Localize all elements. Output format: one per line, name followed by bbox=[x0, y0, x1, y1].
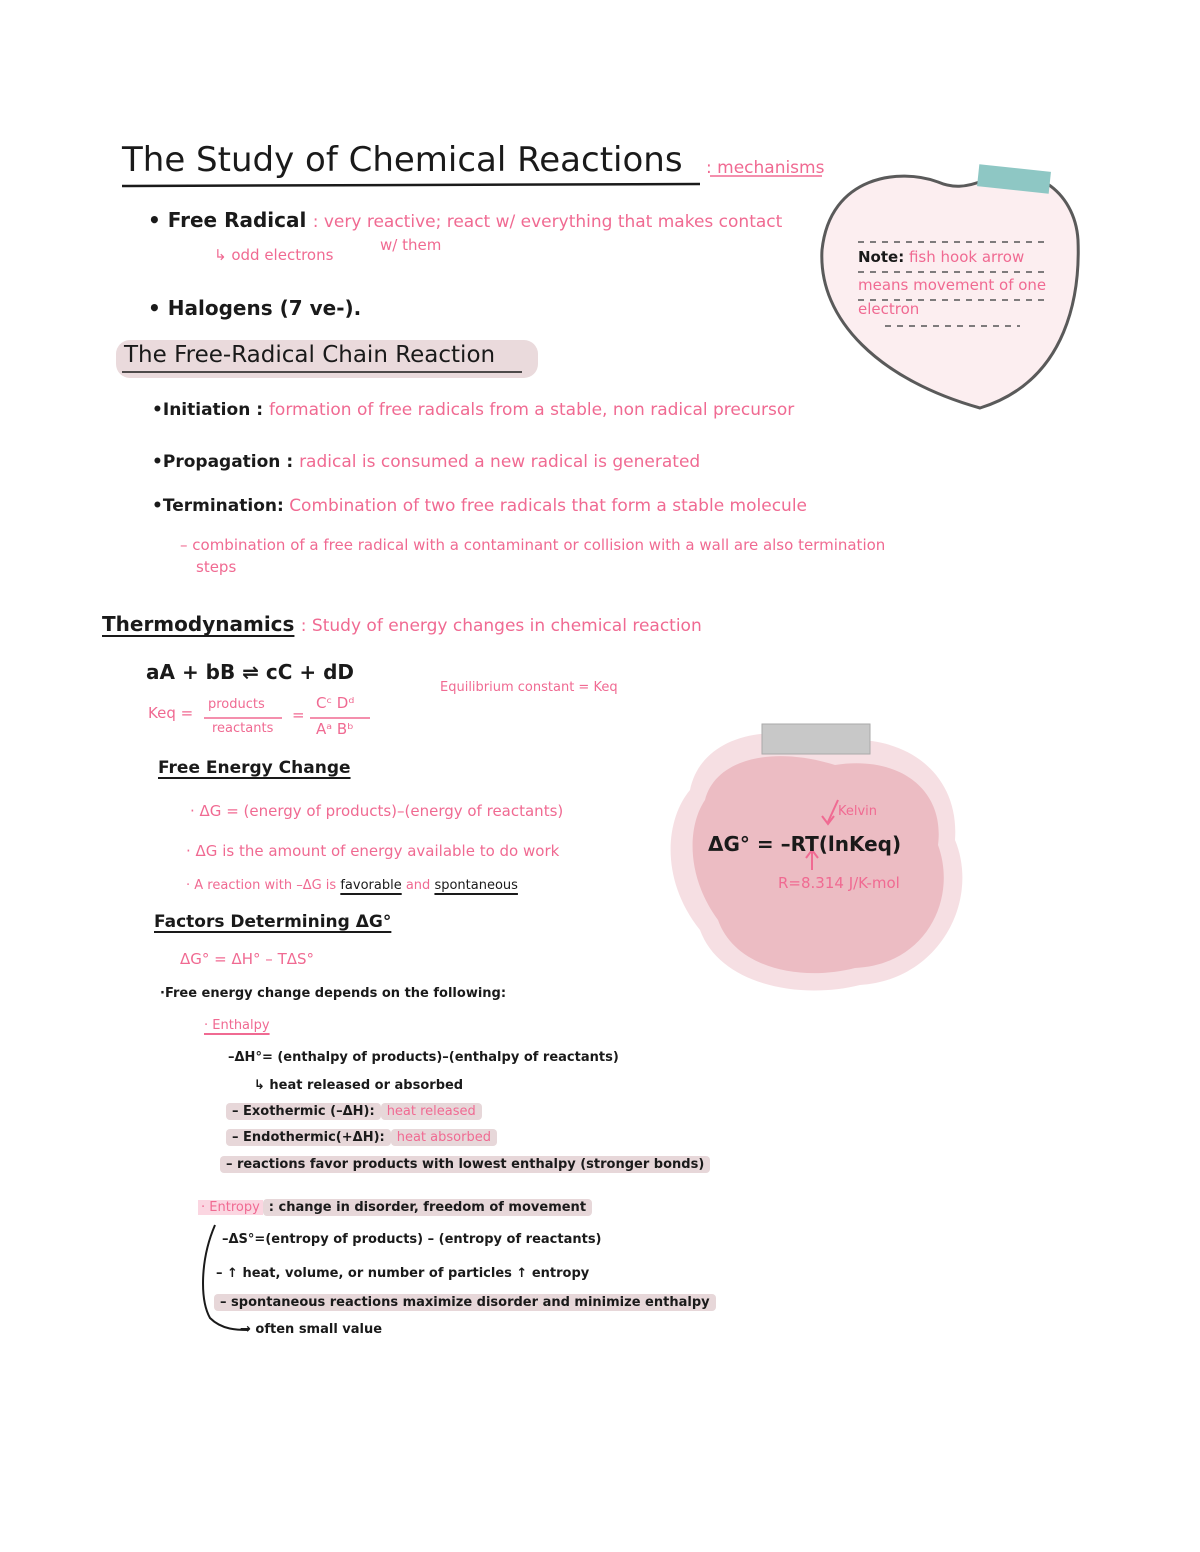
chain-heading: The Free-Radical Chain Reaction bbox=[124, 342, 496, 368]
title-suffix: : mechanisms bbox=[706, 158, 825, 178]
thermo-def: : Study of energy changes in chemical reaction bbox=[300, 616, 702, 636]
termination-label: Termination: bbox=[162, 496, 284, 516]
tape-gray bbox=[762, 724, 870, 754]
entropy-def: : change in disorder, freedom of movement bbox=[263, 1199, 592, 1216]
favor-line: – reactions favor products with lowest enthalpy (stronger bonds) bbox=[220, 1156, 710, 1173]
keq-frac-num: Cᶜ Dᵈ bbox=[316, 694, 355, 712]
fe-b3-and: and bbox=[401, 878, 435, 893]
note-text3: electron bbox=[858, 300, 920, 318]
page-title: The Study of Chemical Reactions bbox=[122, 140, 683, 180]
entropy-row bbox=[198, 1200, 592, 1215]
exo-label: – Exothermic (–ΔH): bbox=[226, 1103, 381, 1120]
fe-bullet1: · ΔG = (energy of products)–(energy of reactants) bbox=[190, 802, 564, 820]
thermo-heading: Thermodynamics bbox=[102, 612, 295, 636]
fe-bullet3 bbox=[186, 878, 518, 893]
endo-val: heat absorbed bbox=[391, 1129, 497, 1146]
factors-formula: ΔG° = ΔH° – TΔS° bbox=[180, 950, 315, 968]
free-radical-def: : very reactive; react w/ everything that makes contact bbox=[312, 212, 783, 232]
termination-sub2: steps bbox=[196, 558, 237, 576]
free-radical-sub: ↳ odd electrons bbox=[214, 246, 334, 264]
free-radical-def2: w/ them bbox=[380, 236, 442, 254]
factors-heading: Factors Determining ΔG° bbox=[154, 912, 392, 932]
propagation-text: radical is consumed a new radical is generated bbox=[299, 452, 701, 472]
halogens: • Halogens (7 ve-). bbox=[148, 296, 362, 320]
free-radical-label: Free Radical bbox=[167, 208, 307, 232]
propagation-row: •Propagation : radical is consumed a new radical is generated bbox=[152, 452, 701, 472]
blob-r-value: R=8.314 J/K-mol bbox=[778, 874, 900, 892]
keq-label: Keq = bbox=[148, 704, 194, 722]
keq-frac-den: Aᵃ Bᵇ bbox=[316, 720, 354, 738]
enthalpy-sub: ↳ heat released or absorbed bbox=[254, 1078, 464, 1093]
enthalpy-def: –ΔH°= (enthalpy of products)–(enthalpy of reactants) bbox=[228, 1050, 619, 1065]
keq-num: products bbox=[208, 697, 265, 712]
note-label: Note: bbox=[858, 248, 905, 266]
endo-label: – Endothermic(+ΔH): bbox=[226, 1129, 391, 1146]
termination-text: Combination of two free radicals that form a stable molecule bbox=[289, 496, 807, 516]
initiation-row: •Initiation : formation of free radicals from a stable, non radical precursor bbox=[152, 400, 795, 420]
entropy-eq: –ΔS°=(entropy of products) – (entropy of reactants) bbox=[222, 1232, 602, 1247]
blob-formula: ΔG° = –RT(lnKeq) bbox=[708, 832, 902, 856]
fe-b3-pre: · A reaction with –ΔG is bbox=[186, 878, 341, 893]
thermo-row bbox=[102, 612, 702, 636]
note-text2: means movement of one bbox=[858, 276, 1047, 294]
enthalpy-label: · Enthalpy bbox=[204, 1018, 270, 1033]
free-energy-heading: Free Energy Change bbox=[158, 758, 351, 778]
termination-row: •Termination: Combination of two free radicals that form a stable molecule bbox=[152, 496, 807, 516]
entropy-label: · Entropy bbox=[198, 1200, 263, 1215]
note-text1: fish hook arrow bbox=[908, 248, 1025, 266]
keq-den: reactants bbox=[212, 721, 274, 736]
propagation-label: Propagation bbox=[162, 452, 281, 472]
keq-eq: = bbox=[292, 706, 305, 724]
exo-row bbox=[226, 1104, 482, 1119]
fe-b3-spontaneous: spontaneous bbox=[434, 878, 518, 893]
note-line1 bbox=[858, 248, 1024, 266]
initiation-text: formation of free radicals from a stable, non radical precursor bbox=[268, 400, 795, 420]
blob-kelvin: Kelvin bbox=[838, 804, 878, 819]
entropy-b3: → often small value bbox=[240, 1322, 383, 1337]
fe-bullet2: · ΔG is the amount of energy available to do work bbox=[186, 842, 560, 860]
termination-sub1: – combination of a free radical with a contaminant or collision with a wall are also termination bbox=[180, 536, 886, 554]
entropy-b1: – ↑ heat, volume, or number of particles ↑ entropy bbox=[216, 1266, 590, 1281]
entropy-b2: – spontaneous reactions maximize disorder and minimize enthalpy bbox=[214, 1294, 716, 1311]
fe-b3-favorable: favorable bbox=[340, 878, 402, 893]
free-radical-row: • Free Radical : very reactive; react w/ everything that makes contact bbox=[148, 208, 783, 232]
eq-constant: Equilibrium constant = Keq bbox=[440, 680, 618, 695]
endo-row bbox=[226, 1130, 497, 1145]
factors-depends: ·Free energy change depends on the following: bbox=[160, 986, 507, 1001]
halogens-text: Halogens (7 ve-). bbox=[167, 296, 362, 320]
reaction-equation: aA + bB ⇌ cC + dD bbox=[146, 660, 355, 684]
exo-val: heat released bbox=[381, 1103, 482, 1120]
initiation-label: Initiation bbox=[162, 400, 251, 420]
